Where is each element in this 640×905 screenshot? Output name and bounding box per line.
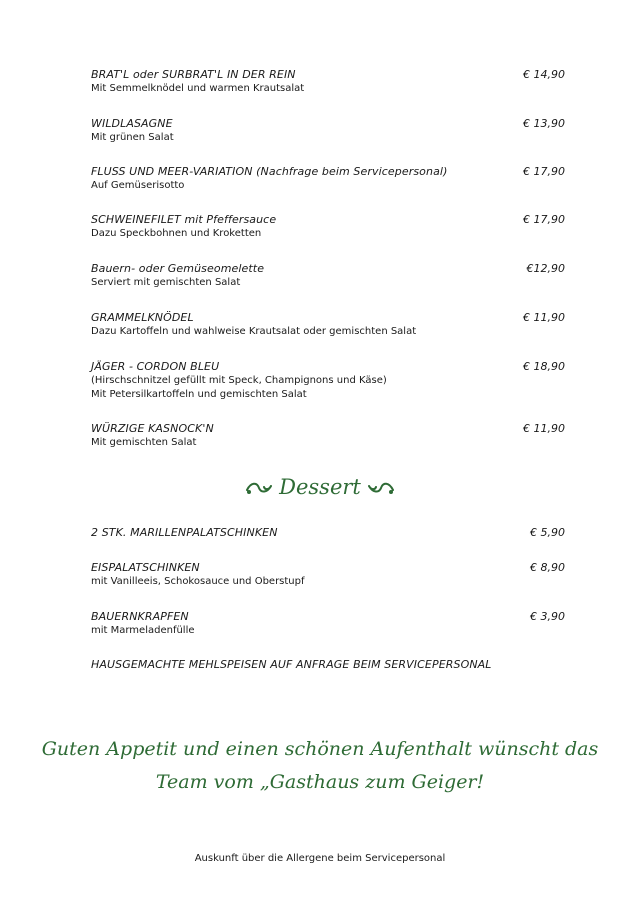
menu-item — [91, 422, 565, 450]
item-description: Dazu Speckbohnen und Kroketten — [91, 228, 262, 239]
dessert-heading — [0, 475, 640, 501]
item-name: WÜRZIGE KASNOCK'N — [91, 422, 214, 435]
item-name: 2 STK. MARILLENPALATSCHINKEN — [91, 526, 278, 539]
item-name: FLUSS UND MEER-VARIATION (Nachfrage beim Servicepersonal) — [91, 165, 448, 178]
item-description: Mit grünen Salat — [91, 132, 174, 143]
item-price: € 11,90 — [523, 422, 565, 435]
section-title: Dessert — [279, 475, 361, 499]
menu-item — [91, 117, 565, 145]
closing-line: Guten Appetit und einen schönen Aufenthalt wünscht das — [41, 738, 599, 760]
item-description: Mit Semmelknödel und warmen Krautsalat — [91, 83, 305, 94]
dessert-item — [91, 526, 565, 539]
item-description: Mit Petersilkartoffeln und gemischten Salat — [91, 389, 307, 400]
item-price: € 3,90 — [530, 610, 565, 623]
item-name: JÄGER - CORDON BLEU — [91, 360, 220, 373]
item-name: BAUERNKRAPFEN — [91, 610, 189, 623]
swirl-ornament-icon — [245, 477, 275, 501]
dessert-item — [91, 561, 565, 589]
dessert-item — [91, 610, 565, 638]
menu-item — [91, 262, 565, 290]
item-description: mit Marmeladenfülle — [91, 625, 195, 636]
item-description: Dazu Kartoffeln und wahlweise Krautsalat oder gemischten Salat — [91, 326, 417, 337]
item-name: Bauern- oder Gemüseomelette — [91, 262, 265, 275]
allergen-note: Auskunft über die Allergene beim Servicepersonal — [194, 853, 446, 864]
closing-message — [0, 733, 640, 799]
item-description: (Hirschschnitzel gefüllt mit Speck, Champignons und Käse) — [91, 375, 387, 386]
item-price: € 18,90 — [523, 360, 565, 373]
item-description: mit Vanilleeis, Schokosauce und Oberstupf — [91, 576, 305, 587]
swirl-ornament-icon — [365, 477, 395, 501]
item-price: € 11,90 — [523, 311, 565, 324]
dessert-note — [91, 658, 565, 671]
item-price: €12,90 — [526, 262, 565, 275]
item-name: SCHWEINEFILET mit Pfeffersauce — [91, 213, 277, 226]
closing-line: Team vom „Gasthaus zum Geiger! — [155, 771, 485, 793]
item-name: EISPALATSCHINKEN — [91, 561, 200, 574]
item-name: HAUSGEMACHTE MEHLSPEISEN AUF ANFRAGE BEIM SERVICEPERSONAL — [91, 658, 492, 671]
item-price: € 5,90 — [530, 526, 565, 539]
item-price: € 17,90 — [523, 165, 565, 178]
menu-item — [91, 68, 565, 96]
item-price: € 17,90 — [523, 213, 565, 226]
item-description: Mit gemischten Salat — [91, 437, 197, 448]
menu-item — [91, 360, 565, 402]
item-name: BRAT'L oder SURBRAT'L IN DER REIN — [91, 68, 296, 81]
menu-item — [91, 311, 565, 339]
item-description: Serviert mit gemischten Salat — [91, 277, 241, 288]
menu-item — [91, 165, 565, 193]
item-price: € 13,90 — [523, 117, 565, 130]
item-price: € 8,90 — [530, 561, 565, 574]
item-name: GRAMMELKNÖDEL — [91, 311, 194, 324]
item-price: € 14,90 — [523, 68, 565, 81]
item-description: Auf Gemüserisotto — [91, 180, 185, 191]
item-name: WILDLASAGNE — [91, 117, 173, 130]
menu-item — [91, 213, 565, 241]
